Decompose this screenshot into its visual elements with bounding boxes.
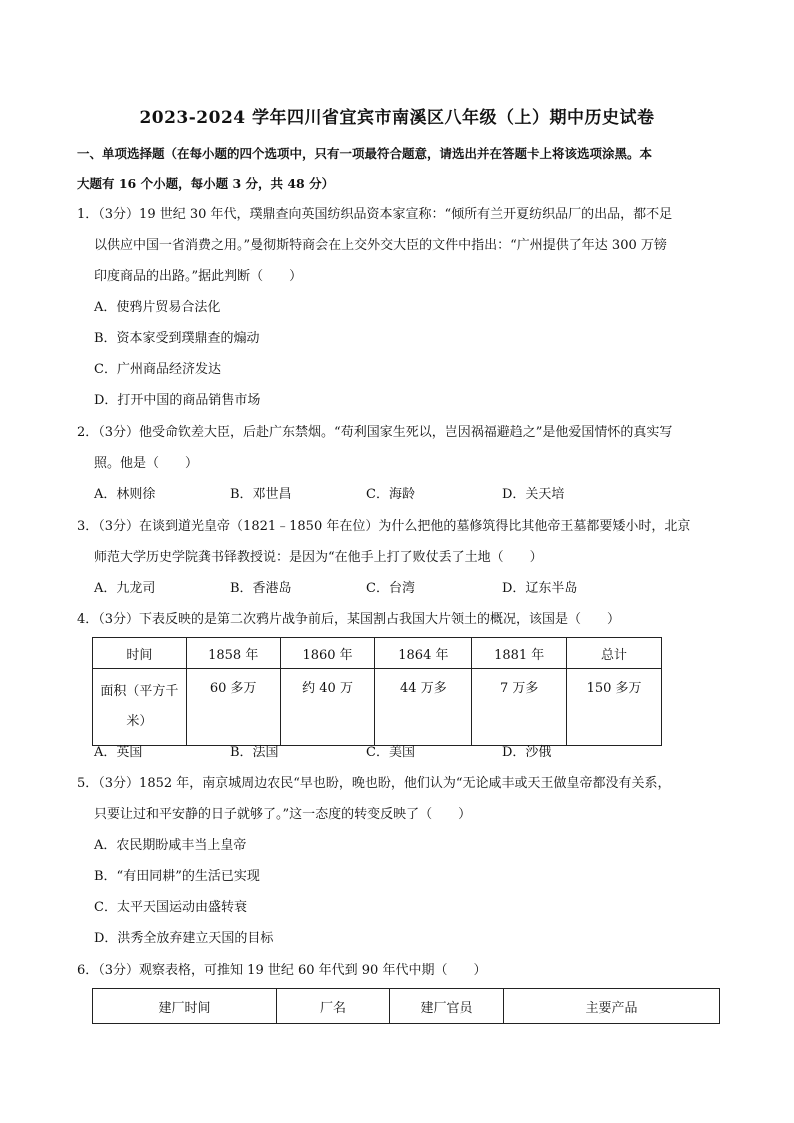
q4-stem-line-1: 4．（3分）下表反映的是第二次鸦片战争前后，某国割占我国大片领土的概况，该国是（ ） [77,612,621,627]
table-cell: 44 万多 [375,669,472,746]
table-header-cell: 建厂时间 [93,989,277,1024]
q4-options [94,743,638,763]
q2-options [94,485,638,505]
q1-option-a: A．使鸦片贸易合法化 [94,300,221,315]
section-heading-line-2: 大题有 16 个小题，每小题 3 分，共 48 分） [77,176,335,191]
q3-option-a: A．九龙司 [94,581,156,596]
table-header-row [93,638,662,669]
table-row [93,669,662,746]
q6-stem-line-1: 6．（3分）观察表格，可推知 19 世纪 60 年代到 90 年代中期（ ） [77,963,487,978]
q5-option-b: B．“有田同耕”的生活已实现 [94,869,260,884]
q2-option-a: A．林则徐 [94,487,156,502]
q3-option-d: D．辽东半岛 [502,581,578,596]
table-row-label-line-1: 面积（平方千 [100,684,179,699]
table-row-label [93,669,187,746]
q5-option-c: C．太平天国运动由盛转衰 [94,900,247,915]
table-header-cell: 时间 [93,638,187,669]
q1-stem-line-1: 1．（3分）19 世纪 30 年代，璞鼎查向英国纺织品资本家宣称：“倾所有兰开夏纺织品厂的出品，都不足 [77,207,673,222]
q2-stem-line-1: 2．（3分）他受命钦差大臣，后赴广东禁烟。“苟利国家生死以，岂因祸福避趋之”是他爱国情怀的真实写 [77,425,673,440]
table-cell: 约 40 万 [280,669,375,746]
q3-option-b: B．香港岛 [230,581,292,596]
table-row-label-line-2: 米） [126,714,153,729]
q2-option-b: B．邓世昌 [230,487,292,502]
q1-stem-line-2: 以供应中国一省消费之用。”曼彻斯特商会在上交外交大臣的文件中指出：“广州提供了年达 300 万镑 [94,238,667,253]
table-header-cell: 主要产品 [504,989,720,1024]
table-header-cell: 总计 [567,638,662,669]
section-heading-line-1: 一、单项选择题（在每小题的四个选项中，只有一项最符合题意，请选出并在答题卡上将该选项涂黑。本 [77,146,653,161]
table-cell: 60 多万 [186,669,280,746]
q1-option-c: C．广州商品经济发达 [94,362,221,377]
q5-stem-line-2: 只要让过和平安静的日子就够了。”这一态度的转变反映了（ ） [94,807,472,822]
exam-title: 2023-2024 学年四川省宜宾市南溪区八年级（上）期中历史试卷 [139,108,655,128]
q1-stem-line-3: 印度商品的出路。”据此判断（ ） [94,269,303,284]
q3-stem-line-2: 师范大学历史学院龚书铎教授说：是因为“在他手上打了败仗丢了土地（ ） [94,550,543,565]
q4-option-d: D．沙俄 [502,745,552,760]
q5-option-a: A．农民期盼咸丰当上皇帝 [94,838,247,853]
table-header-cell: 厂名 [277,989,390,1024]
q2-option-c: C．海龄 [366,487,415,502]
q6-factory-table [92,988,720,1024]
q2-stem-line-2: 照。他是（ ） [94,456,199,471]
table-header-cell: 建厂官员 [390,989,504,1024]
q5-option-d: D．洪秀全放弃建立天国的目标 [94,931,274,946]
table-cell: 7 万多 [472,669,567,746]
q5-stem-line-1: 5．（3分）1852 年，南京城周边农民“早也盼，晚也盼，他们认为“无论咸丰或天王做皇帝都没有关系， [77,776,671,791]
table-header-cell: 1881 年 [472,638,567,669]
q4-territory-table [92,637,662,746]
q4-option-c: C．美国 [366,745,415,760]
q2-option-d: D．关天培 [502,487,565,502]
table-header-cell: 1864 年 [375,638,472,669]
q4-option-a: A．英国 [94,745,143,760]
q1-option-b: B．资本家受到璞鼎查的煽动 [94,331,260,346]
q3-options [94,579,638,599]
q1-option-d: D．打开中国的商品销售市场 [94,393,261,408]
table-header-cell: 1858 年 [186,638,280,669]
table-header-cell: 1860 年 [280,638,375,669]
q3-option-c: C．台湾 [366,581,415,596]
table-cell: 150 多万 [567,669,662,746]
q4-option-b: B．法国 [230,745,279,760]
q3-stem-line-1: 3．（3分）在谈到道光皇帝（1821﹣1850 年在位）为什么把他的墓修筑得比其他帝王墓都要矮小时，北京 [77,519,691,534]
table-header-row [93,989,720,1024]
